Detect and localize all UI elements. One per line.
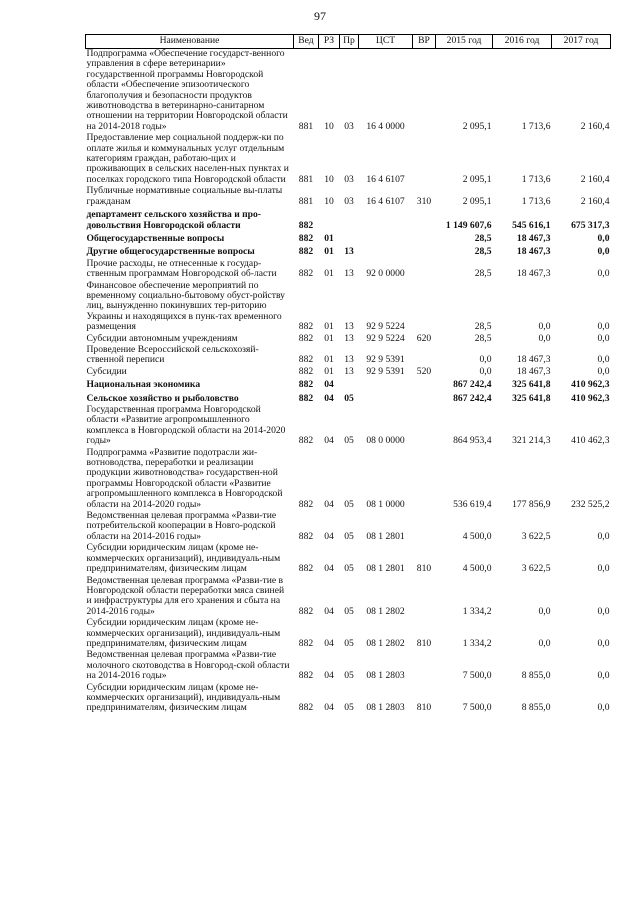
cell-name: Сельское хозяйство и рыболовство [86, 392, 239, 404]
table-row [86, 683, 611, 715]
cell-pr: 05 [344, 605, 354, 617]
cell-2015: 28,5 [474, 246, 492, 258]
cell-cst: 16 4 6107 [366, 195, 405, 207]
cell-pr: 05 [344, 530, 354, 542]
cell-2015: 1 334,2 [462, 605, 492, 617]
table-row [86, 367, 611, 378]
cell-ved: 881 [298, 173, 314, 185]
cell-name: Субсидии автономным учреждениям [86, 332, 238, 344]
cell-ved: 882 [298, 392, 314, 404]
cell-vr [413, 133, 436, 186]
cell-2017: 2 160,4 [580, 195, 610, 207]
header-2016: 2016 год [493, 35, 552, 49]
cell-2017: 0,0 [597, 637, 610, 649]
cell-2015: 2 095,1 [462, 195, 492, 207]
cell-2015: 864 953,4 [453, 435, 492, 447]
table-row [86, 133, 611, 186]
cell-2016: 18 467,3 [516, 268, 551, 280]
cell-name: Субсидии юридическим лицам (кроме не-коммерческих организаций), индивидуаль-ным предпринимателям, физическим лицам [86, 542, 281, 575]
cell-2015: 28,5 [474, 332, 492, 344]
cell-vr: 520 [416, 365, 432, 377]
cell-ved: 882 [298, 365, 314, 377]
cell-2015: 0,0 [479, 354, 492, 366]
cell-vr: 810 [416, 702, 432, 714]
cell-2017: 232 525,2 [571, 498, 610, 510]
cell-ved: 882 [298, 702, 314, 714]
header-row [86, 35, 611, 49]
cell-2015: 2 095,1 [462, 173, 492, 185]
cell-2017: 2 160,4 [580, 173, 610, 185]
cell-cst: 92 9 5391 [366, 354, 405, 366]
cell-2016: 545 616,1 [512, 219, 551, 231]
cell-2016: 1 713,6 [521, 120, 551, 132]
cell-pr: 03 [344, 195, 354, 207]
cell-rz: 01 [324, 321, 334, 333]
cell-vr [413, 378, 436, 391]
table-row [86, 576, 611, 619]
header-2015: 2015 год [436, 35, 493, 49]
table-row [86, 245, 611, 258]
cell-rz: 04 [324, 498, 334, 510]
cell-ved: 882 [298, 219, 314, 231]
cell-cst: 92 9 5224 [366, 321, 405, 333]
cell-ved: 881 [298, 120, 314, 132]
cell-name: Другие общегосударственные вопросы [86, 246, 255, 258]
cell-name: Государственная программа Новгородской области «Развитие агропромышленного комплекса в Новгородской области на 2014-2020 годы» [86, 404, 286, 447]
cell-2015: 28,5 [474, 321, 492, 333]
table-row [86, 49, 611, 134]
cell-name: Подпрограмма «Обеспечение государст-венного управления в сфере ветеринарии» государственной программы Новгородской области «Обеспечение эпизоотического благополучия и безопасности продуктов животноводства в ветеринарно-санитарном отношении на территории Новгородской области на 2014-2018 годы» [86, 48, 288, 132]
cell-2015: 4 500,0 [462, 530, 492, 542]
table-row [86, 378, 611, 391]
cell-2017: 0,0 [597, 268, 610, 280]
header-ved: Вед [294, 35, 319, 49]
cell-2016: 0,0 [538, 332, 551, 344]
cell-name: Ведомственная целевая программа «Разви-тие в Новгородской области переработки мяса свиней и инфраструктуры для его хранения и сбыта на 2014-2016 годы» [86, 574, 285, 617]
cell-vr: 810 [416, 637, 432, 649]
cell-2015: 28,5 [474, 232, 492, 244]
cell-name: Ведомственная целевая программа «Разви-тие потребительской кооперации в Новго-родской области на 2014-2016 годы» [86, 510, 277, 542]
cell-vr [413, 208, 436, 232]
cell-name: Финансовое обеспечение мероприятий по временному социально-бытовому обуст-ройству лиц, вынужденно покинувших тер-риторию Украины и находящихся в пунк-тах временного размещения [86, 279, 285, 333]
cell-pr: 13 [344, 246, 354, 258]
cell-pr: 05 [344, 702, 354, 714]
table-row [86, 208, 611, 232]
cell-2017: 0,0 [597, 332, 610, 344]
cell-pr: 05 [344, 637, 354, 649]
cell-2016: 325 641,8 [512, 392, 551, 404]
cell-2016: 3 622,5 [521, 563, 551, 575]
cell-rz: 01 [324, 246, 334, 258]
cell-ved: 882 [298, 563, 314, 575]
table-row [86, 281, 611, 334]
cell-rz: 01 [324, 332, 334, 344]
cell-vr [413, 49, 436, 134]
header-2017: 2017 год [552, 35, 611, 49]
cell-ved: 882 [298, 379, 314, 391]
cell-rz: 04 [324, 379, 334, 391]
cell-name: Субсидии юридическим лицам (кроме не-коммерческих организаций), индивидуаль-ным предпринимателям, физическим лицам [86, 681, 281, 714]
cell-cst [359, 392, 413, 405]
cell-2016: 18 467,3 [516, 365, 551, 377]
cell-name: Субсидии юридическим лицам (кроме не-коммерческих организаций), индивидуаль-ным предпринимателям, физическим лицам [86, 617, 281, 649]
header-cst: ЦСТ [359, 35, 413, 49]
cell-cst: 16 4 6107 [366, 173, 405, 185]
cell-cst: 08 1 2802 [366, 637, 405, 649]
cell-cst [359, 245, 413, 258]
cell-2017: 2 160,4 [580, 120, 610, 132]
cell-cst: 08 1 2803 [366, 670, 405, 682]
cell-cst: 08 1 2801 [366, 563, 405, 575]
cell-rz: 01 [324, 354, 334, 366]
cell-rz: 04 [324, 637, 334, 649]
cell-cst [359, 378, 413, 391]
cell-vr [413, 405, 436, 448]
cell-name: Публичные нормативные социальные вы-платы гражданам [86, 185, 283, 207]
cell-pr: 05 [344, 670, 354, 682]
cell-2017: 0,0 [597, 365, 610, 377]
cell-cst: 08 0 0000 [366, 435, 405, 447]
cell-cst: 08 1 2802 [366, 605, 405, 617]
cell-ved: 882 [298, 268, 314, 280]
header-vr: ВР [413, 35, 436, 49]
cell-pr: 13 [344, 365, 354, 377]
cell-rz: 04 [324, 702, 334, 714]
cell-2017: 0,0 [597, 702, 610, 714]
table-row [86, 543, 611, 575]
cell-pr [340, 232, 359, 245]
cell-cst: 08 1 2801 [366, 530, 405, 542]
cell-vr [413, 259, 436, 281]
cell-pr: 05 [344, 392, 354, 404]
cell-pr: 13 [344, 268, 354, 280]
cell-vr [413, 345, 436, 367]
cell-2015: 7 500,0 [462, 702, 492, 714]
cell-ved: 882 [298, 321, 314, 333]
cell-2016: 0,0 [538, 321, 551, 333]
cell-cst: 08 1 0000 [366, 498, 405, 510]
cell-ved: 881 [298, 195, 314, 207]
cell-name: Подпрограмма «Развитие подотрасли жи-вотноводства, переработки и реализации продукции животноводства» государствен-ной программы Новгородской области «Развитие агропромышленного комплекса в Новгородской области на 2014-2020 годы» [86, 446, 283, 510]
table-row [86, 186, 611, 208]
cell-name: департамент сельского хозяйства и про-довольствия Новгородской области [86, 209, 261, 231]
cell-pr: 13 [344, 321, 354, 333]
table-row [86, 405, 611, 448]
cell-2017: 0,0 [597, 354, 610, 366]
cell-vr [413, 392, 436, 405]
cell-pr: 03 [344, 120, 354, 132]
cell-2017: 410 462,3 [571, 435, 610, 447]
cell-vr [413, 448, 436, 511]
cell-cst: 92 9 5391 [366, 365, 405, 377]
cell-2017: 0,0 [597, 670, 610, 682]
cell-2017: 0,0 [597, 530, 610, 542]
table-row [86, 259, 611, 281]
cell-cst: 16 4 0000 [366, 120, 405, 132]
cell-vr [413, 245, 436, 258]
cell-2015: 7 500,0 [462, 670, 492, 682]
cell-ved: 882 [298, 498, 314, 510]
cell-pr: 05 [344, 435, 354, 447]
cell-cst [359, 232, 413, 245]
cell-2016: 3 622,5 [521, 530, 551, 542]
cell-rz: 10 [324, 173, 334, 185]
cell-2017: 0,0 [597, 321, 610, 333]
cell-name: Проведение Всероссийской сельскохозяй-ственной переписи [86, 343, 259, 366]
cell-2016: 177 856,9 [512, 498, 551, 510]
cell-2017: 0,0 [597, 563, 610, 575]
cell-name: Прочие расходы, не отнесенные к государ-ственным программам Новгородской об-ласти [86, 257, 277, 280]
cell-vr [413, 232, 436, 245]
cell-2016: 18 467,3 [516, 354, 551, 366]
cell-2015: 0,0 [479, 365, 492, 377]
cell-2015: 536 619,4 [453, 498, 492, 510]
header-rz: РЗ [319, 35, 340, 49]
cell-ved: 882 [298, 605, 314, 617]
cell-name: Национальная экономика [86, 379, 201, 391]
cell-name: Ведомственная целевая программа «Разви-тие молочного скотоводства в Новгород-ской области на 2014-2016 годы» [86, 649, 290, 682]
cell-cst: 92 0 0000 [366, 268, 405, 280]
cell-2016: 321 214,3 [512, 435, 551, 447]
cell-rz: 10 [324, 195, 334, 207]
cell-ved: 882 [298, 530, 314, 542]
cell-pr [340, 378, 359, 391]
cell-cst [359, 208, 413, 232]
table-row [86, 232, 611, 245]
budget-table [85, 34, 611, 715]
cell-rz: 01 [324, 232, 334, 244]
cell-pr: 03 [344, 173, 354, 185]
cell-2016: 18 467,3 [516, 246, 551, 258]
cell-2017: 675 317,3 [571, 219, 610, 231]
cell-2015: 2 095,1 [462, 120, 492, 132]
cell-ved: 882 [298, 637, 314, 649]
cell-rz: 01 [324, 268, 334, 280]
cell-pr: 05 [344, 563, 354, 575]
cell-ved: 882 [298, 435, 314, 447]
cell-vr [413, 281, 436, 334]
cell-2017: 410 962,3 [571, 392, 610, 404]
cell-2016: 325 641,8 [512, 379, 551, 391]
cell-rz: 04 [324, 435, 334, 447]
cell-2016: 8 855,0 [521, 670, 551, 682]
cell-ved: 882 [298, 670, 314, 682]
cell-name: Предоставление мер социальной поддерж-ки по оплате жилья и коммунальных услуг отдельным категориям граждан, работаю-щих и проживающих в сельских населен-ных пунктах и поселках городского типа Новгородской области [86, 132, 289, 185]
cell-2015: 1 149 607,6 [445, 219, 492, 231]
cell-2016: 8 855,0 [521, 702, 551, 714]
cell-rz: 04 [324, 605, 334, 617]
cell-rz: 04 [324, 392, 334, 404]
cell-2015: 4 500,0 [462, 563, 492, 575]
cell-ved: 882 [298, 246, 314, 258]
cell-vr: 810 [416, 563, 432, 575]
table-row [86, 511, 611, 543]
cell-2016: 1 713,6 [521, 195, 551, 207]
cell-vr [413, 511, 436, 543]
cell-2015: 867 242,4 [453, 392, 492, 404]
page-number: 97 [314, 9, 326, 23]
cell-pr: 13 [344, 332, 354, 344]
cell-ved: 882 [298, 332, 314, 344]
cell-2017: 0,0 [597, 246, 610, 258]
cell-rz [319, 208, 340, 232]
table-row [86, 618, 611, 650]
cell-2015: 1 334,2 [462, 637, 492, 649]
cell-2016: 18 467,3 [516, 232, 551, 244]
cell-2015: 28,5 [474, 268, 492, 280]
cell-2016: 0,0 [538, 605, 551, 617]
header-name: Наименование [86, 35, 294, 49]
table-row [86, 345, 611, 367]
cell-2015: 867 242,4 [453, 379, 492, 391]
table-row [86, 448, 611, 511]
cell-vr [413, 650, 436, 682]
cell-vr [413, 576, 436, 619]
table-row [86, 392, 611, 405]
cell-cst: 08 1 2803 [366, 702, 405, 714]
table-row [86, 650, 611, 682]
header-pr: Пр [340, 35, 359, 49]
cell-ved: 882 [298, 232, 314, 244]
cell-rz: 10 [324, 120, 334, 132]
cell-vr: 620 [416, 332, 432, 344]
cell-rz: 04 [324, 563, 334, 575]
cell-cst: 92 9 5224 [366, 332, 405, 344]
cell-pr: 05 [344, 498, 354, 510]
cell-vr: 310 [416, 195, 432, 207]
cell-2017: 0,0 [597, 232, 610, 244]
cell-rz: 01 [324, 365, 334, 377]
cell-rz: 04 [324, 530, 334, 542]
cell-name: Общегосударственные вопросы [86, 232, 225, 244]
cell-ved: 882 [298, 354, 314, 366]
cell-pr [340, 208, 359, 232]
cell-pr: 13 [344, 354, 354, 366]
cell-2017: 410 962,3 [571, 379, 610, 391]
cell-2016: 0,0 [538, 637, 551, 649]
cell-name: Субсидии [86, 365, 127, 377]
cell-2016: 1 713,6 [521, 173, 551, 185]
cell-2017: 0,0 [597, 605, 610, 617]
cell-rz: 04 [324, 670, 334, 682]
